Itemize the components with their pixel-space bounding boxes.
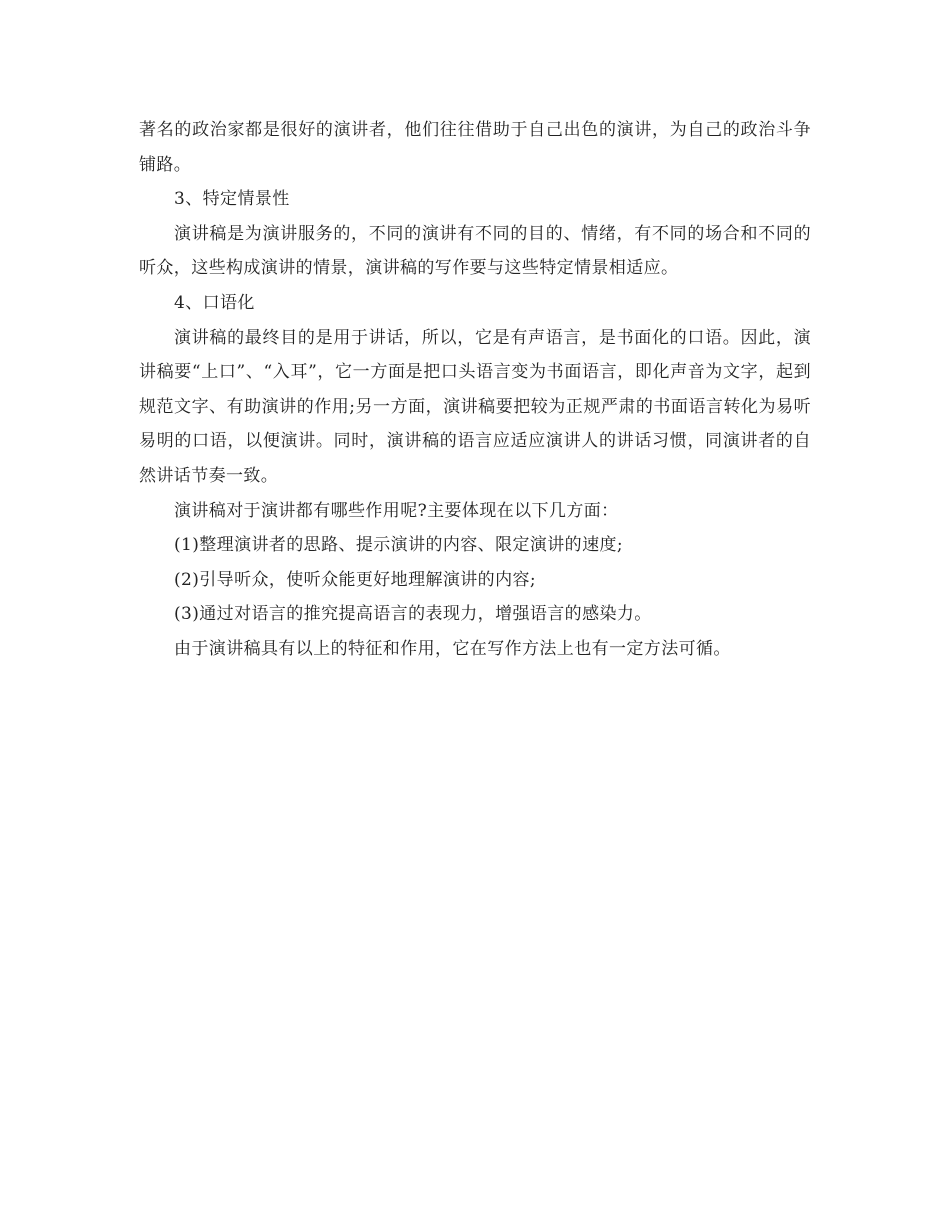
- paragraph-continuation: 著名的政治家都是很好的演讲者，他们往往借助于自己出色的演讲，为自己的政治斗争铺路。: [139, 120, 811, 175]
- list-item-3: (3)通过对语言的推究提高语言的表现力，增强语言的感染力。: [174, 604, 652, 625]
- paragraph-situational: 演讲稿是为演讲服务的，不同的演讲有不同的目的、情绪，有不同的场合和不同的听众，这些构成演讲的情景，演讲稿的写作要与这些特定情景相适应。: [139, 223, 811, 279]
- paragraph-conclusion: 由于演讲稿具有以上的特征和作用，它在写作方法上也有一定方法可循。: [174, 638, 731, 659]
- paragraph-functions-intro: 演讲稿对于演讲都有哪些作用呢?主要体现在以下几方面：: [174, 500, 619, 521]
- list-item-2: (2)引导听众，使听众能更好地理解演讲的内容;: [174, 569, 537, 590]
- paragraph-colloquial: 演讲稿的最终目的是用于讲话，所以，它是有声语言，是书面化的口语。因此，演讲稿要“上口”、“入耳”，它一方面是把口头语言变为书面语言，即化声音为文字，起到规范文字、有助演讲的作用;另一方面，演讲稿要把较为正规严肃的书面语言转化为易听易明的口语，以便演讲。同时，演讲稿的语言应适应演讲人的讲话习惯，同演讲者的自然讲话节奏一致。: [139, 327, 811, 486]
- document-body: [139, 113, 811, 667]
- section-heading-4: 4、口语化: [174, 292, 255, 313]
- section-heading-3: 3、特定情景性: [174, 189, 290, 210]
- list-item-1: (1)整理演讲者的思路、提示演讲的内容、限定演讲的速度;: [174, 535, 624, 556]
